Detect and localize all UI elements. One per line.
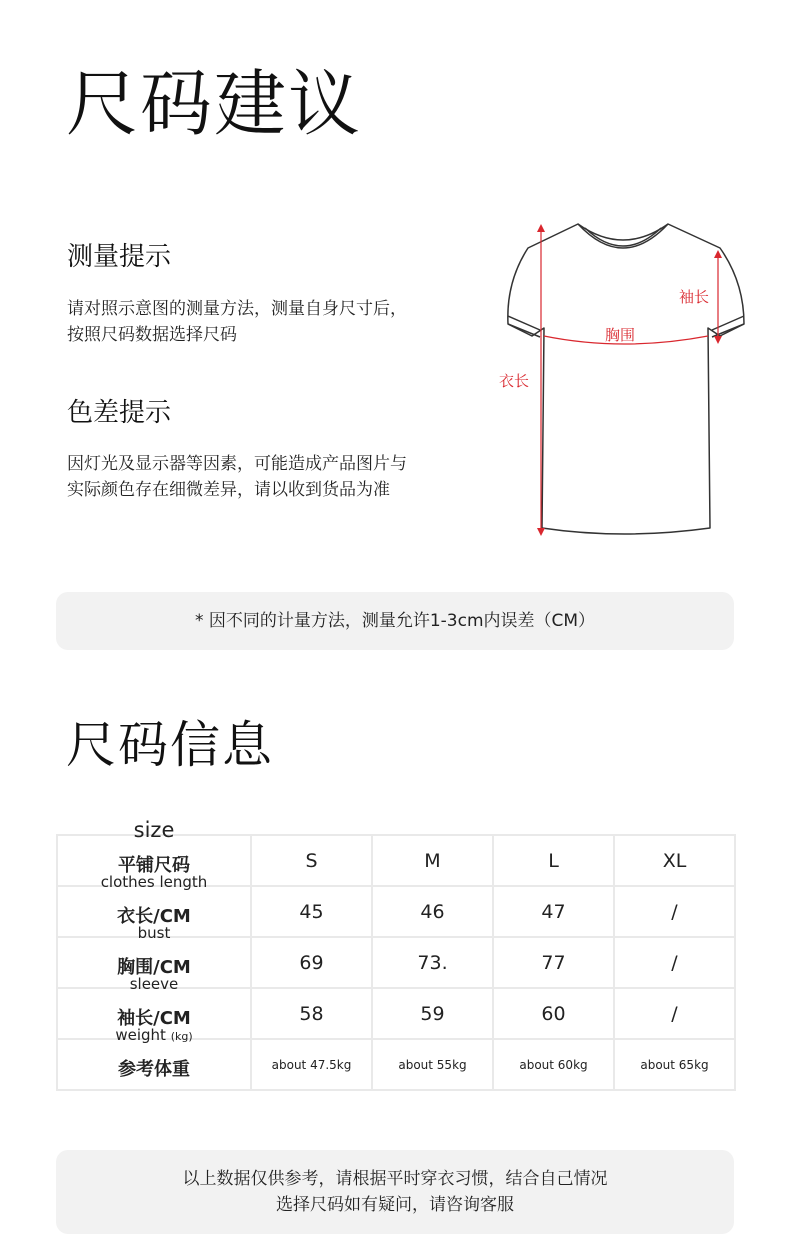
size-label-cn: 平铺尺码 [118, 854, 190, 876]
row-label-en: bust [137, 924, 171, 942]
measure-tips-text [67, 296, 407, 348]
table-cell: about 60kg [493, 1039, 614, 1090]
measure-tips-heading: 测量提示 [67, 242, 172, 272]
tshirt-diagram [488, 212, 758, 542]
table-cell: 47 [493, 886, 614, 937]
table-cell: 69 [251, 937, 372, 988]
sleeve-label: 袖长 [679, 288, 710, 306]
tshirt-outline [508, 224, 744, 534]
size-header-xl: XL [614, 835, 735, 886]
tshirt-collar [578, 224, 668, 248]
table-cell: 60 [493, 988, 614, 1039]
size-header-m: M [372, 835, 493, 886]
reference-note-line: 选择尺码如有疑问，请咨询客服 [276, 1195, 514, 1215]
section-title-size-advice: 尺码建议 [66, 62, 363, 146]
table-cell: about 47.5kg [251, 1039, 372, 1090]
measure-tips-line: 按照尺码数据选择尺码 [67, 325, 237, 345]
row-label-cn: 参考体重 [118, 1058, 190, 1080]
row-label-en: clothes length [100, 873, 208, 891]
table-cell: 46 [372, 886, 493, 937]
row-label-weight [57, 1026, 251, 1090]
table-cell: about 65kg [614, 1039, 735, 1090]
table-cell: 77 [493, 937, 614, 988]
length-label: 衣长 [499, 372, 530, 390]
color-tips-text [67, 451, 407, 503]
table-cell: / [614, 937, 735, 988]
table-cell: 58 [251, 988, 372, 1039]
table-cell: / [614, 886, 735, 937]
table-cell: about 55kg [372, 1039, 493, 1090]
color-tips-heading: 色差提示 [67, 398, 172, 428]
size-header-s: S [251, 835, 372, 886]
weight-label-en: weight [115, 1026, 166, 1044]
measure-tips-line: 请对照示意图的测量方法，测量自身尺寸后， [67, 299, 407, 319]
reference-note [56, 1150, 734, 1234]
table-cell: 59 [372, 988, 493, 1039]
table-cell: 45 [251, 886, 372, 937]
row-label-en: sleeve [129, 975, 179, 993]
table-cell: 73. [372, 937, 493, 988]
color-tips-line: 因灯光及显示器等因素，可能造成产品图片与 [67, 454, 407, 474]
bust-label: 胸围 [605, 326, 636, 344]
color-tips-line: 实际颜色存在细微差异，请以收到货品为准 [67, 480, 390, 500]
table-row [57, 1039, 735, 1090]
measurement-error-note: * 因不同的计量方法，测量允许1-3cm内误差（CM） [56, 592, 734, 650]
size-label-en: size [133, 818, 175, 842]
row-label-cn: 衣长/CM [117, 905, 191, 927]
reference-note-line: 以上数据仅供参考，请根据平时穿衣习惯，结合自己情况 [182, 1169, 608, 1189]
section-title-size-info: 尺码信息 [66, 716, 274, 774]
row-label-cn: 袖长/CM [117, 1007, 191, 1029]
row-label-cn: 胸围/CM [117, 956, 191, 978]
weight-unit: (kg) [170, 1030, 193, 1043]
table-cell: / [614, 988, 735, 1039]
size-table [56, 818, 736, 1091]
row-label-en [58, 1026, 250, 1044]
size-header-l: L [493, 835, 614, 886]
